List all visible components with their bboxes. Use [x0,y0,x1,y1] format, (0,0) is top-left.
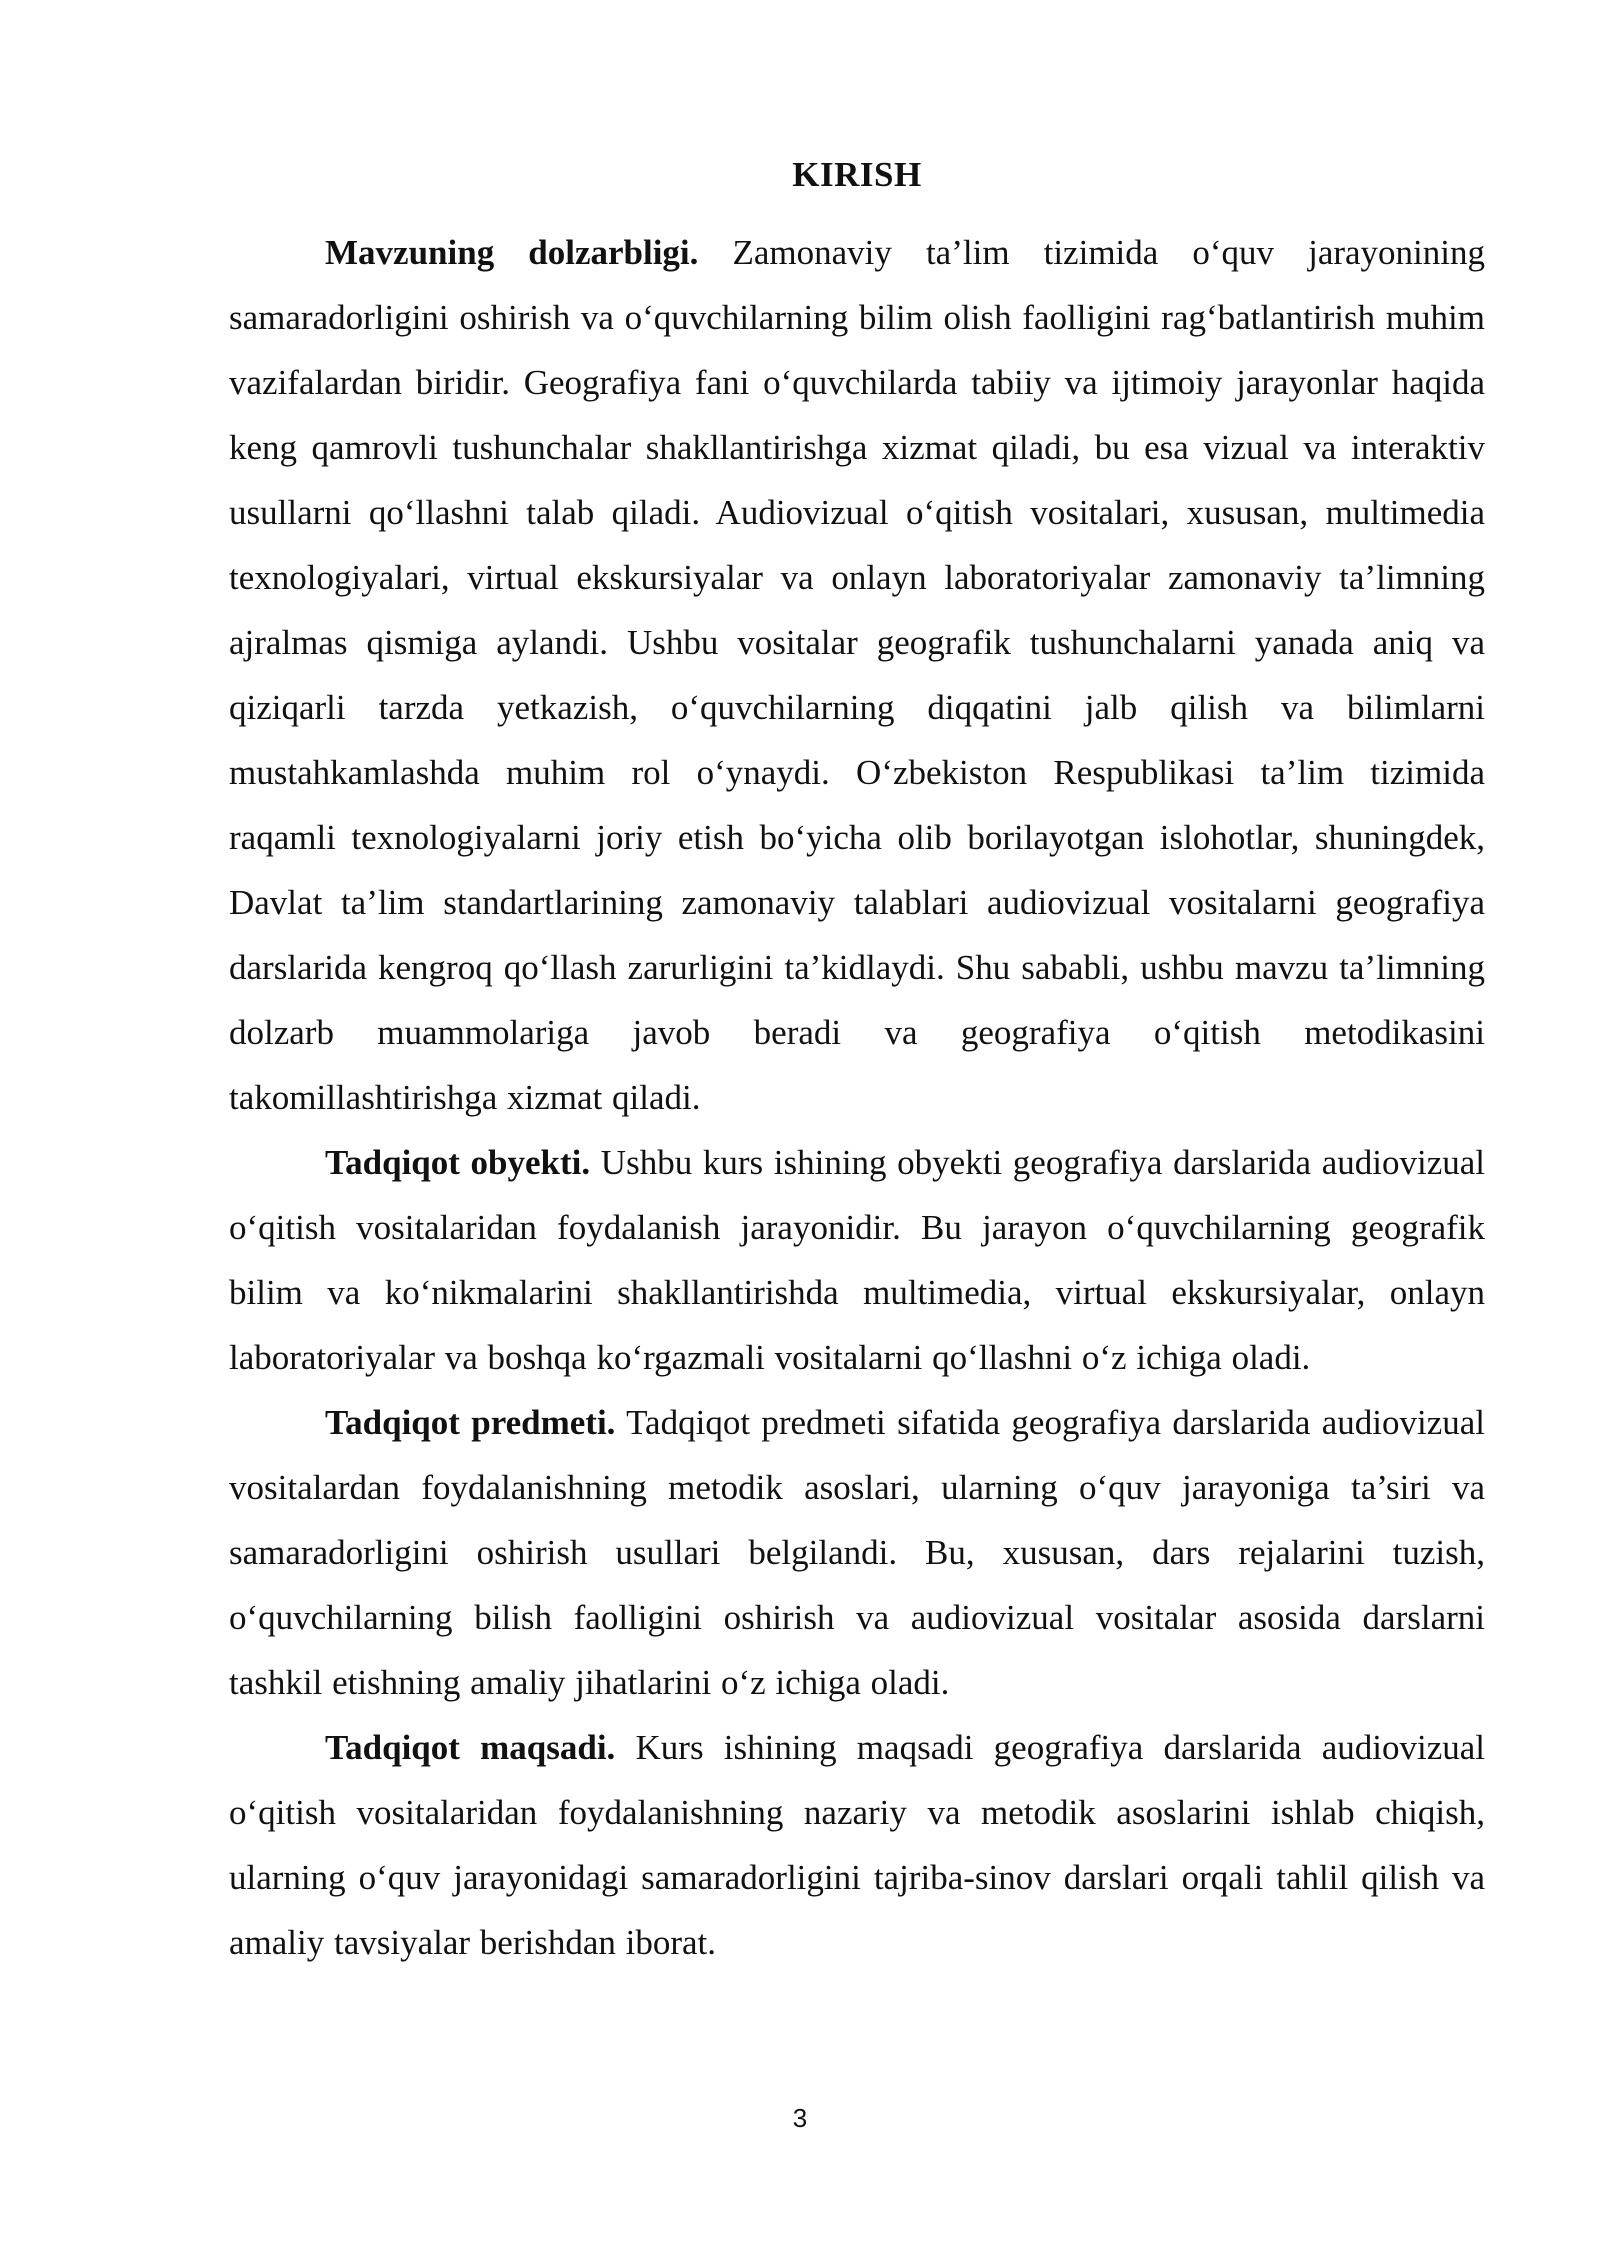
paragraph-text: Kurs ishining maqsadi geografiya darslarida audiovizual o‘qitish vositalaridan foydalanishning nazariy va metodik asoslarini ishlab chiqish, ularning o‘quv jarayonidagi samaradorligini tajriba-sinov darslari orqali tahlil qilish va amaliy tavsiyalar berishdan iborat. [229,1728,1485,1962]
page-number: 3 [792,2103,808,2133]
paragraph-research-subject [229,1390,1485,1715]
paragraph-lead: Tadqiqot maqsadi. [325,1728,616,1767]
paragraph-lead: Mavzuning dolzarbligi. [325,233,699,272]
paragraph-text: Tadqiqot predmeti sifatida geografiya darslarida audiovizual vositalardan foydalanishning metodik asoslari, ularning o‘quv jarayoniga ta’siri va samaradorligini oshirish usullari belgilandi. Bu, xususan, dars rejalarini tuzish, o‘quvchilarning bilish faolligini oshirish va audiovizual vositalar asosida darslarni tashkil etishning amaliy jihatlarini o‘z ichiga oladi. [229,1403,1485,1702]
paragraph-research-goal [229,1715,1485,1975]
section-heading: KIRISH [792,155,922,194]
paragraph-lead: Tadqiqot obyekti. [325,1143,591,1182]
paragraph-research-object [229,1130,1485,1390]
paragraph-relevance [229,220,1485,1130]
page-body [229,145,1485,1975]
paragraph-text: Ushbu kurs ishining obyekti geografiya darslarida audiovizual o‘qitish vositalaridan foydalanish jarayonidir. Bu jarayon o‘quvchilarning geografik bilim va ko‘nikmalarini shakllantirishda multimedia, virtual ekskursiyalar, onlayn laboratoriyalar va boshqa ko‘rgazmali vositalarni qo‘llashni o‘z ichiga oladi. [229,1143,1485,1377]
paragraph-text: Zamonaviy ta’lim tizimida o‘quv jarayonining samaradorligini oshirish va o‘quvchilarning bilim olish faolligini rag‘batlantirish muhim vazifalardan biridir. Geografiya fani o‘quvchilarda tabiiy va ijtimoiy jarayonlar haqida keng qamrovli tushunchalar shakllantirishga xizmat qiladi, bu esa vizual va interaktiv usullarni qo‘llashni talab qiladi. Audiovizual o‘qitish vositalari, xususan, multimedia texnologiyalari, virtual ekskursiyalar va onlayn laboratoriyalar zamonaviy ta’limning ajralmas qismiga aylandi. Ushbu vositalar geografik tushunchalarni yanada aniq va qiziqarli tarzda yetkazish, o‘quvchilarning diqqatini jalb qilish va bilimlarni mustahkamlashda muhim rol o‘ynaydi. O‘zbekiston Respublikasi ta’lim tizimida raqamli texnologiyalarni joriy etish bo‘yicha olib borilayotgan islohotlar, shuningdek, Davlat ta’lim standartlarining zamonaviy talablari audiovizual vositalarni geografiya darslarida kengroq qo‘llash zarurligini ta’kidlaydi. Shu sababli, ushbu mavzu ta’limning dolzarb muammolariga javob beradi va geografiya o‘qitish metodikasini takomillashtirishga xizmat qiladi. [229,233,1485,1117]
paragraph-lead: Tadqiqot predmeti. [325,1403,616,1442]
